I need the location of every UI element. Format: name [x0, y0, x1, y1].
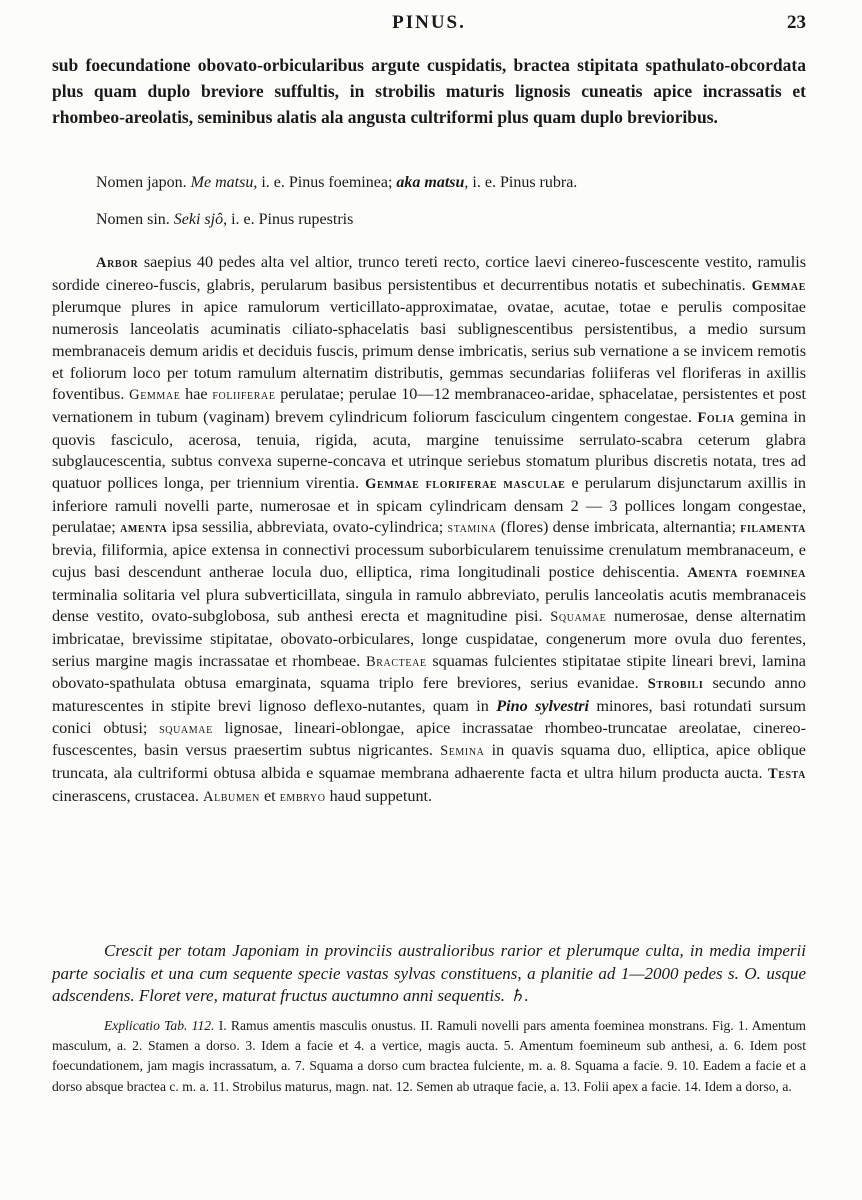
- nomen-japonicum-gloss-1: , i. e. Pinus foeminea;: [253, 174, 393, 191]
- description-text: hae: [180, 385, 213, 404]
- nomen-sinicum-lead: Nomen sin.: [96, 211, 170, 228]
- page-number: 23: [787, 12, 806, 33]
- nomen-sinicum-name: Seki sjô: [173, 211, 224, 228]
- term-foliiferae: foliiferae: [212, 387, 276, 404]
- plate-explanation-lead: Explicatio Tab. 112.: [104, 1018, 215, 1033]
- nomen-japonicum-name-2: aka matsu: [396, 174, 465, 191]
- term-folia: Folia: [697, 409, 735, 426]
- nomen-sinicum-gloss: , i. e. Pinus rupestris: [223, 211, 354, 228]
- description-text: ipsa sessilia, abbreviata, ovato-cylindrica;: [167, 518, 448, 537]
- description-text: squamas fulcientes stipitatae stipite lineari brevi, lamina obovato-spathulata obtusa emarginata, squama triplo fere breviores, serius evanidae.: [52, 651, 806, 693]
- term-albumen: Albumen: [203, 788, 260, 805]
- term-strobili: Strobili: [647, 676, 704, 693]
- term-stamina: stamina: [447, 520, 497, 537]
- term-gemmae: Gemmae: [129, 387, 181, 404]
- running-head: [52, 12, 806, 38]
- plate-explanation: [52, 1016, 806, 1097]
- running-title: PINUS.: [392, 12, 466, 33]
- term-amenta: amenta: [120, 520, 168, 537]
- description-text: plerumque plures in apice ramulorum verticillato-approximatae, ovatae, acutae, totae e perulis compositae numerosis lanceolatis acuminatis ciliato-sphacelatis basi sublignescentibus persistentibus, a medio sursum membranaceis demum aridis et deciduis fuscis, primum dense imbricatis, serius sub vernatione a se invicem remotis et foliorum loco per totum ramulum alternatim distributis, gemmas secundarias foliiferas vel floriferas in axillis foventibus.: [52, 298, 806, 404]
- plate-explanation-text: I. Ramus amentis masculis onustus. II. Ramuli novelli pars amenta foeminea monstrans. Fig. 1. Amentum masculum, a. 2. Stamen a dorso. 3. Idem a facie et 4. a vertice, magis aucta. 5. Amentum foemineum sub anthesi, a. 6. Idem post foecundationem, jam magis incrassatum, a. 7. Squama a dorso cum bractea fulciente, m. a. 8. Squama a facie. 9. 10. Eadem a facie et a dorso absque bractea c. m. a. 11. Strobilus maturus, magn. nat. 12. Semen ab utraque facie, a. 13. Folii apex a facie. 14. Idem a dorso, a.: [52, 1018, 806, 1094]
- description-text: gemina in quovis fasciculo, acerosa, tenuia, rigida, acuta, margine tenuissime serrulato-scabra ceterum glabra subglaucescentia, subtus convexa superne-concava et utrinque seriebus stomatum pluribus discretis notata, tres ad quatuor pollices longa, per triennium virentia.: [52, 407, 806, 493]
- nomen-japonicum-lead: Nomen japon.: [96, 174, 187, 191]
- description-text: secundo anno maturescentes in stipite brevi lignoso deflexo-nutantes, quam in: [52, 674, 806, 716]
- nomen-japonicum: [96, 172, 806, 194]
- description-text: minores, basi rotundati sursum conici obtusi;: [52, 697, 806, 737]
- description-text: brevia, filiformia, apice extensa in connectivi processum suborbicularem tenuissime crenulatum membranaceum, e cujus basi descendunt antherae locula duo, elliptica, rima longitudinali postice dehiscentia.: [52, 541, 806, 581]
- description-text: haud suppetunt.: [325, 786, 433, 805]
- term-arbor: Arbor: [96, 255, 139, 271]
- description-text: cinerascens, crustacea.: [52, 786, 203, 805]
- description-text: e perularum disjunctarum axillis in inferiore ramuli novelli parte, numerosae et in spicam cylindricam densam 2 — 3 pollices longam congestae, perulatae;: [52, 474, 807, 537]
- description-text: in quavis squama duo, elliptica, apice oblique truncata, ala cultriformi obtusa albida e squamae membrana adhaerente facta et ultra hilum producta aucta.: [52, 741, 806, 783]
- term-squamae-strobili: squamae: [159, 720, 213, 737]
- habitat-paragraph: Crescit per totam Japoniam in provinciis australioribus rarior et plerumque culta, in media imperii parte socialis et una cum sequente specie vastas sylvas constituens, a planitie ad 1—2000 pedes s. O. usque adscendens. Floret vere, maturat fructus auctumno anni sequentis. ♄.: [52, 941, 806, 1005]
- term-amenta-foeminea: Amenta foeminea: [687, 564, 806, 581]
- description-text: (flores) dense imbricata, alternantia;: [496, 518, 741, 537]
- description-paragraph: [52, 252, 806, 809]
- term-embryo: embryo: [279, 788, 326, 805]
- nomen-japonicum-name-1: Me matsu: [190, 174, 254, 191]
- description-text: perulatae; perulae 10—12 membranaceo-aridae, sphacelatae, persistentes et post vernationem in tubum (vaginam) brevem cylindricum foliorum fasciculum cingentem congestae.: [52, 385, 806, 426]
- diagnosis-paragraph: sub foecundatione obovato-orbicularibus argute cuspidatis, bractea stipitata spathulato-obcordata plus quam duplo breviore suffultis, in strobilis maturis lignosis cuneatis apice incrassatis et rhombeo-areolatis, seminibus alatis ala angusta cultriformi plus quam duplo brevioribus.: [52, 55, 806, 127]
- description-text: numerosae, dense alternatim imbricatae, brevissime stipitatae, obovato-orbiculares, longe cuspidatae, congenerum more ovula duo ferentes, serius margine magis incrassatae et rhombeae.: [52, 607, 806, 670]
- description-text: saepius 40 pedes alta vel altior, trunco tereti recto, cortice laevi cinereo-fuscescente vestito, ramulis sordide cinereo-fuscis, glabris, perularum basibus persistentibus et decurrentibus notatis et subechinatis.: [52, 253, 806, 294]
- description-text: terminalia solitaria vel plura subverticillata, singula in ramulo abbreviato, perulis lanceolatis acutis membranaceis dense vestito, ovato-subglobosa, sub anthesi erecta et magnitudine pisi.: [52, 585, 806, 626]
- description-text: et: [259, 786, 280, 805]
- term-gemmae: Gemmae: [751, 277, 806, 294]
- term-gemmae-floriferae-masculae: Gemmae floriferae masculae: [365, 476, 566, 493]
- term-bracteae: Bracteae: [366, 653, 427, 670]
- term-testa: Testa: [767, 766, 806, 783]
- term-semina: Semina: [440, 743, 485, 760]
- taxon-pinus-sylvestris: Pino sylvestri: [496, 697, 590, 716]
- term-squamae: Squamae: [550, 609, 607, 626]
- term-filamenta: filamenta: [740, 520, 806, 537]
- nomen-sinicum: [96, 209, 806, 231]
- description-text: lignosae, lineari-oblongae, apice incrassatae rhombeo-truncatae areolatae, cinereo-fuscescentes, basin versus praesertim subtus nigricantes.: [52, 718, 806, 760]
- nomen-japonicum-gloss-2: , i. e. Pinus rubra.: [464, 174, 578, 191]
